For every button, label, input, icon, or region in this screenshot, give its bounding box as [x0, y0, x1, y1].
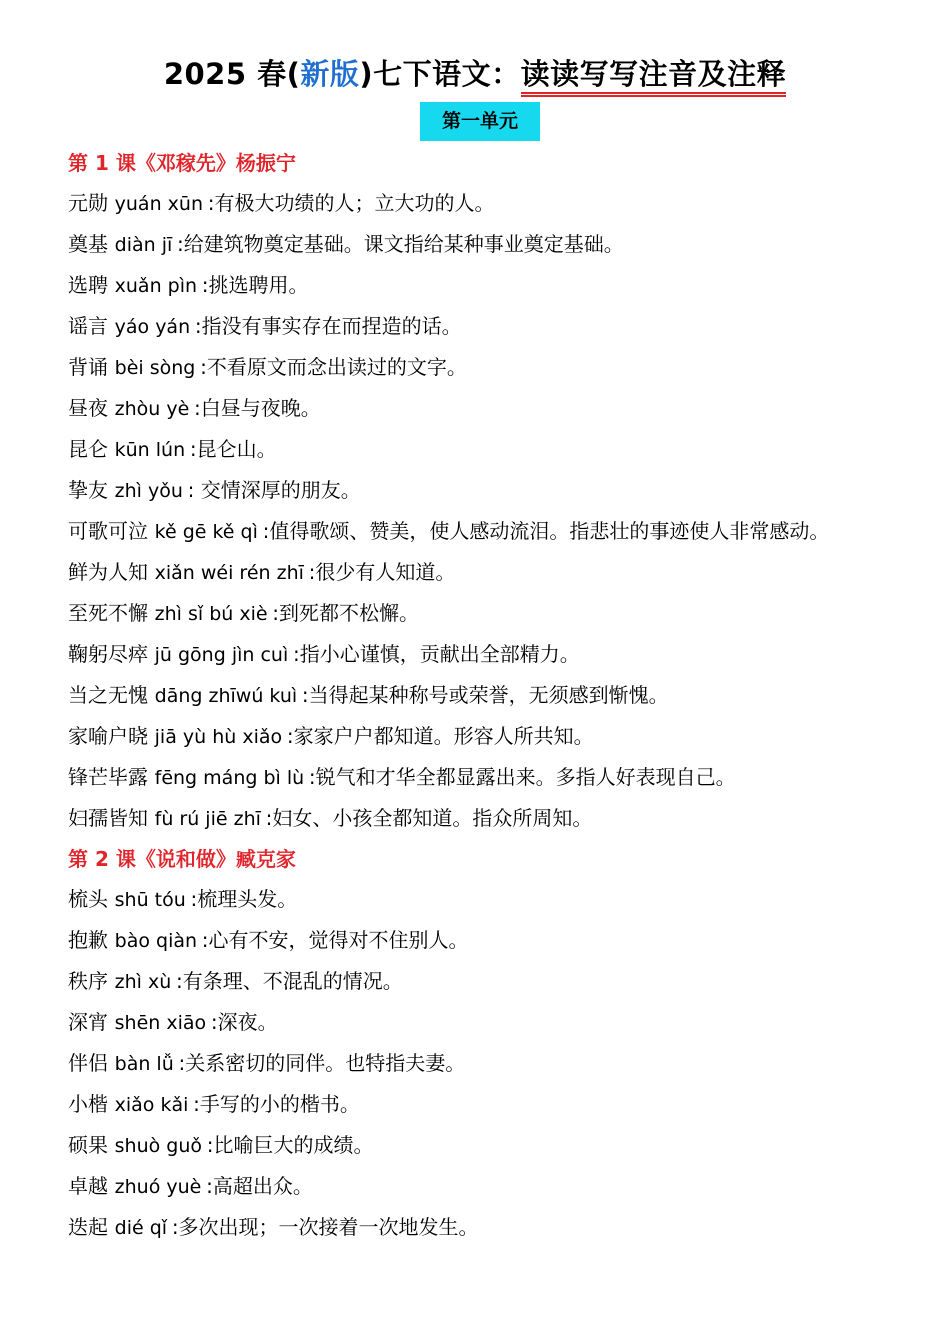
definition: :不看原文而念出读过的文字。 — [200, 355, 467, 379]
list-item — [68, 306, 918, 347]
definition: :给建筑物奠定基础。课文指给某种事业奠定基础。 — [177, 232, 624, 256]
word: 卓越 — [68, 1174, 108, 1198]
list-item — [68, 511, 918, 552]
word: 奠基 — [68, 232, 108, 256]
pinyin: kūn lún — [114, 439, 186, 461]
word: 秩序 — [68, 969, 108, 993]
definition: :比喻巨大的成绩。 — [206, 1133, 374, 1157]
pinyin: yáo yán — [114, 316, 191, 338]
word: 深宵 — [68, 1010, 108, 1034]
pinyin: zhuó yuè — [114, 1176, 202, 1198]
word: 昆仑 — [68, 437, 108, 461]
definition: :指没有事实存在而捏造的话。 — [194, 314, 462, 338]
list-item — [68, 1084, 918, 1125]
definition: :值得歌颂、赞美，使人感动流泪。指悲壮的事迹使人非常感动。 — [262, 519, 830, 543]
list-item — [68, 1166, 918, 1207]
title-highlight: 新版 — [300, 57, 360, 91]
definition: :深夜。 — [210, 1010, 278, 1034]
word: 鲜为人知 — [68, 560, 148, 584]
list-item — [68, 1207, 918, 1248]
definition: :手写的小的楷书。 — [193, 1092, 360, 1116]
word: 小楷 — [68, 1092, 108, 1116]
list-item — [68, 265, 918, 306]
pinyin: kě gē kě qì — [154, 521, 258, 543]
pinyin: shū tóu — [114, 889, 186, 911]
pinyin: jiā yù hù xiǎo — [154, 726, 283, 748]
list-item — [68, 798, 918, 839]
word: 硕果 — [68, 1133, 108, 1157]
title-underlined: 读读写写注音及注释 — [521, 57, 787, 97]
pinyin: shēn xiāo — [114, 1012, 207, 1034]
lesson-heading: 第 1 课《邓稼先》杨振宁 — [68, 151, 296, 175]
pinyin: xiǎo kǎi — [114, 1094, 189, 1116]
list-item — [68, 1125, 918, 1166]
word: 伴侣 — [68, 1051, 108, 1075]
lesson-heading: 第 2 课《说和做》臧克家 — [68, 847, 296, 871]
list-item — [68, 470, 918, 511]
pinyin: zhì sǐ bú xiè — [154, 603, 268, 625]
unit-badge: 第一单元 — [420, 102, 540, 141]
pinyin: dié qǐ — [114, 1217, 168, 1239]
pinyin: dāng zhīwú kuì — [154, 685, 298, 707]
pinyin: diàn jī — [114, 234, 173, 256]
title-prefix: 2025 春( — [163, 57, 301, 91]
word: 抱歉 — [68, 928, 108, 952]
pinyin: bèi sòng — [114, 357, 196, 379]
word: 迭起 — [68, 1215, 108, 1239]
word: 可歌可泣 — [68, 519, 148, 543]
list-item — [68, 757, 918, 798]
word: 谣言 — [68, 314, 108, 338]
word: 锋芒毕露 — [68, 765, 148, 789]
pinyin: yuán xūn — [114, 193, 203, 215]
definition: :昆仑山。 — [189, 437, 277, 461]
definition: :妇女、小孩全都知道。指众所周知。 — [265, 806, 593, 830]
definition: :白昼与夜晚。 — [194, 396, 321, 420]
list-item — [68, 552, 918, 593]
pinyin: bào qiàn — [114, 930, 198, 952]
list-item — [68, 1002, 918, 1043]
definition: :挑选聘用。 — [201, 273, 309, 297]
list-item — [68, 920, 918, 961]
list-item — [68, 1043, 918, 1084]
definition: :有极大功绩的人；立大功的人。 — [207, 191, 495, 215]
word: 当之无愧 — [68, 683, 148, 707]
definition: :到死都不松懈。 — [272, 601, 420, 625]
word: 元勋 — [68, 191, 108, 215]
word: 梳头 — [68, 887, 108, 911]
word: 家喻户晓 — [68, 724, 148, 748]
definition: :关系密切的同伴。也特指夫妻。 — [178, 1051, 466, 1075]
word: 选聘 — [68, 273, 108, 297]
definition: :心有不安，觉得对不住别人。 — [201, 928, 469, 952]
definition: :指小心谨慎，贡献出全部精力。 — [292, 642, 580, 666]
word: 背诵 — [68, 355, 108, 379]
list-item — [68, 634, 918, 675]
pinyin: xiǎn wéi rén zhī — [154, 562, 304, 584]
list-item — [68, 675, 918, 716]
word: 至死不懈 — [68, 601, 148, 625]
list-item — [68, 961, 918, 1002]
definition: :家家户户都知道。形容人所共知。 — [286, 724, 594, 748]
page-title — [0, 52, 950, 96]
word: 鞠躬尽瘁 — [68, 642, 148, 666]
pinyin: shuò guǒ — [114, 1135, 203, 1157]
pinyin: fù rú jiē zhī — [154, 808, 261, 830]
list-item — [68, 593, 918, 634]
pinyin: fēng máng bì lù — [154, 767, 305, 789]
word: 挚友 — [68, 478, 108, 502]
vocabulary-list — [68, 143, 918, 1248]
definition: :高超出众。 — [206, 1174, 313, 1198]
definition: :锐气和才华全都显露出来。多指人好表现自己。 — [308, 765, 736, 789]
list-item — [68, 429, 918, 470]
list-item — [68, 224, 918, 265]
pinyin: bàn lǚ — [114, 1053, 174, 1075]
pinyin: zhòu yè — [114, 398, 190, 420]
title-middle: )七下语文： — [359, 57, 521, 91]
definition: :梳理头发。 — [190, 887, 298, 911]
definition: :多次出现；一次接着一次地发生。 — [171, 1215, 479, 1239]
pinyin: jū gōng jìn cuì — [154, 644, 289, 666]
definition: :很少有人知道。 — [308, 560, 456, 584]
pinyin: zhì yǒu — [114, 480, 183, 502]
definition: : 交情深厚的朋友。 — [187, 478, 361, 502]
list-item — [68, 388, 918, 429]
list-item — [68, 716, 918, 757]
word: 昼夜 — [68, 396, 108, 420]
definition: :有条理、不混乱的情况。 — [176, 969, 403, 993]
pinyin: zhì xù — [114, 971, 172, 993]
pinyin: xuǎn pìn — [114, 275, 198, 297]
list-item — [68, 183, 918, 224]
definition: :当得起某种称号或荣誉，无须感到惭愧。 — [301, 683, 669, 707]
list-item — [68, 879, 918, 920]
word: 妇孺皆知 — [68, 806, 148, 830]
list-item — [68, 347, 918, 388]
